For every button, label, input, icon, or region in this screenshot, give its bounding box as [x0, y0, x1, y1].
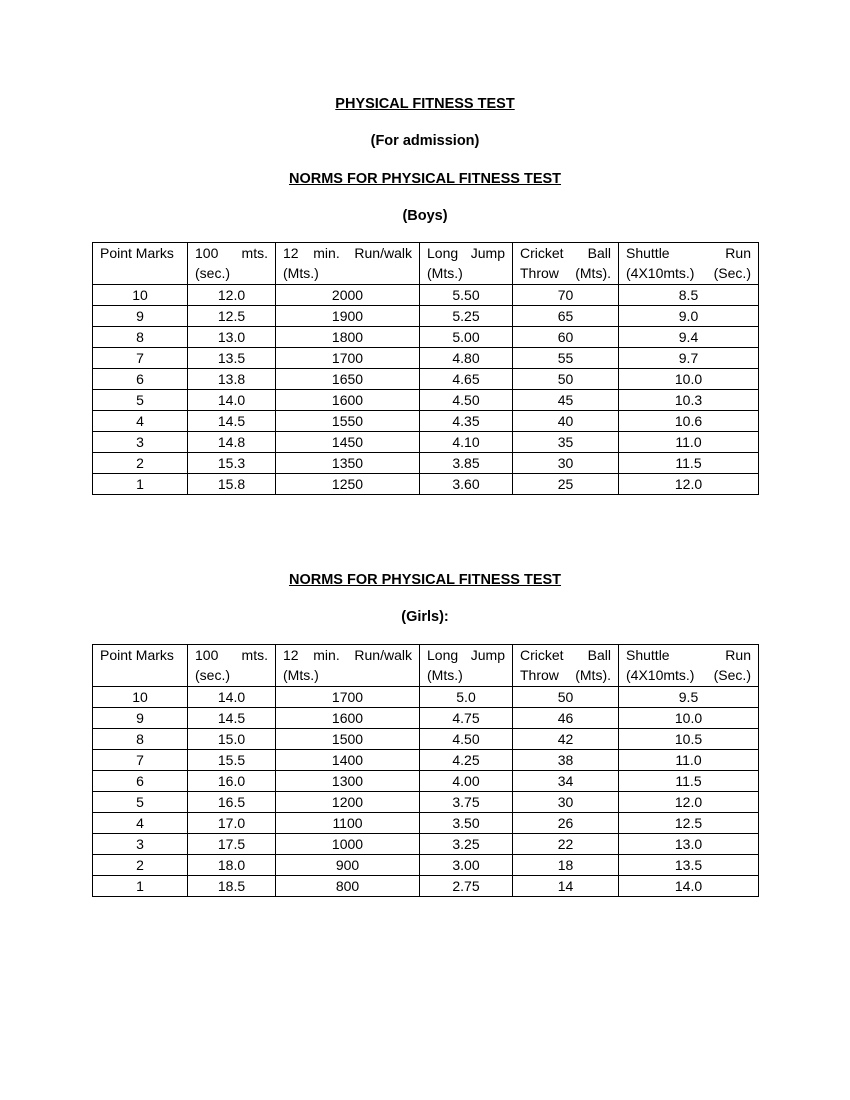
table-cell: 15.5 — [188, 750, 276, 771]
table-cell: 18 — [513, 855, 619, 876]
table-cell: 17.5 — [188, 834, 276, 855]
table-row — [93, 771, 759, 792]
table-cell: 16.0 — [188, 771, 276, 792]
girls-norms-table — [92, 644, 759, 897]
table-cell: 13.5 — [619, 855, 759, 876]
table-cell: 25 — [513, 474, 619, 495]
girls-section-heading: NORMS FOR PHYSICAL FITNESS TEST — [288, 572, 562, 588]
table-cell: 1600 — [276, 708, 420, 729]
page-subtitle: (For admission) — [370, 133, 480, 149]
col-header-12min-run: 12 min. Run/walk (Mts.) — [276, 645, 420, 687]
table-cell: 2 — [93, 855, 188, 876]
table-cell: 1900 — [276, 306, 420, 327]
table-cell: 4.65 — [420, 369, 513, 390]
table-cell: 8.5 — [619, 285, 759, 306]
table-cell: 13.5 — [188, 348, 276, 369]
table-cell: 3 — [93, 834, 188, 855]
table-cell: 1600 — [276, 390, 420, 411]
table-cell: 5.0 — [420, 687, 513, 708]
table-cell: 13.8 — [188, 369, 276, 390]
table-cell: 17.0 — [188, 813, 276, 834]
table-cell: 6 — [93, 369, 188, 390]
table-cell: 4.10 — [420, 432, 513, 453]
table-cell: 46 — [513, 708, 619, 729]
table-cell: 13.0 — [619, 834, 759, 855]
table-cell: 1450 — [276, 432, 420, 453]
table-row — [93, 453, 759, 474]
table-cell: 7 — [93, 348, 188, 369]
boys-table-body — [93, 285, 759, 495]
table-cell: 4.25 — [420, 750, 513, 771]
table-cell: 1200 — [276, 792, 420, 813]
table-cell: 30 — [513, 792, 619, 813]
table-cell: 35 — [513, 432, 619, 453]
table-cell: 70 — [513, 285, 619, 306]
table-cell: 10.5 — [619, 729, 759, 750]
table-cell: 1650 — [276, 369, 420, 390]
table-cell: 3.75 — [420, 792, 513, 813]
table-row — [93, 729, 759, 750]
table-cell: 4 — [93, 813, 188, 834]
table-row — [93, 708, 759, 729]
table-cell: 15.0 — [188, 729, 276, 750]
table-cell: 2 — [93, 453, 188, 474]
table-row — [93, 369, 759, 390]
table-row — [93, 792, 759, 813]
col-header-100m: 100 mts. (sec.) — [188, 243, 276, 285]
table-cell: 10.6 — [619, 411, 759, 432]
girls-table-body — [93, 687, 759, 897]
table-cell: 1500 — [276, 729, 420, 750]
table-row — [93, 834, 759, 855]
table-cell: 40 — [513, 411, 619, 432]
table-cell: 4.35 — [420, 411, 513, 432]
table-cell: 9 — [93, 708, 188, 729]
table-cell: 10.0 — [619, 369, 759, 390]
table-cell: 26 — [513, 813, 619, 834]
col-header-100m: 100 mts. (sec.) — [188, 645, 276, 687]
table-cell: 12.0 — [619, 792, 759, 813]
table-cell: 1100 — [276, 813, 420, 834]
table-cell: 4.50 — [420, 390, 513, 411]
table-cell: 1700 — [276, 348, 420, 369]
table-cell: 14.0 — [188, 390, 276, 411]
table-cell: 9.7 — [619, 348, 759, 369]
table-row — [93, 327, 759, 348]
table-cell: 22 — [513, 834, 619, 855]
table-cell: 3.00 — [420, 855, 513, 876]
table-cell: 9 — [93, 306, 188, 327]
table-cell: 900 — [276, 855, 420, 876]
table-row — [93, 390, 759, 411]
table-row — [93, 411, 759, 432]
col-header-12min-run: 12 min. Run/walk (Mts.) — [276, 243, 420, 285]
table-cell: 6 — [93, 771, 188, 792]
table-cell: 16.5 — [188, 792, 276, 813]
table-cell: 50 — [513, 687, 619, 708]
table-cell: 12.0 — [619, 474, 759, 495]
table-cell: 9.5 — [619, 687, 759, 708]
table-cell: 10.3 — [619, 390, 759, 411]
table-cell: 14.0 — [619, 876, 759, 897]
col-header-point-marks: Point Marks — [93, 645, 188, 687]
table-row — [93, 750, 759, 771]
table-cell: 5.00 — [420, 327, 513, 348]
table-cell: 3.60 — [420, 474, 513, 495]
table-cell: 7 — [93, 750, 188, 771]
table-cell: 14.5 — [188, 411, 276, 432]
table-cell: 14.5 — [188, 708, 276, 729]
col-header-point-marks: Point Marks — [93, 243, 188, 285]
table-cell: 10 — [93, 285, 188, 306]
table-row — [93, 813, 759, 834]
page-title: PHYSICAL FITNESS TEST — [335, 96, 515, 112]
table-cell: 65 — [513, 306, 619, 327]
table-cell: 5 — [93, 792, 188, 813]
table-cell: 4.75 — [420, 708, 513, 729]
table-cell: 1800 — [276, 327, 420, 348]
table-cell: 800 — [276, 876, 420, 897]
table-cell: 3.85 — [420, 453, 513, 474]
table-cell: 12.5 — [188, 306, 276, 327]
table-cell: 5.25 — [420, 306, 513, 327]
table-cell: 1300 — [276, 771, 420, 792]
table-cell: 14 — [513, 876, 619, 897]
table-cell: 10.0 — [619, 708, 759, 729]
table-cell: 12.0 — [188, 285, 276, 306]
table-row — [93, 474, 759, 495]
table-cell: 18.0 — [188, 855, 276, 876]
table-cell: 34 — [513, 771, 619, 792]
table-cell: 50 — [513, 369, 619, 390]
table-cell: 12.5 — [619, 813, 759, 834]
table-cell: 1 — [93, 474, 188, 495]
col-header-long-jump: Long Jump (Mts.) — [420, 645, 513, 687]
table-cell: 38 — [513, 750, 619, 771]
table-cell: 4.80 — [420, 348, 513, 369]
table-cell: 1550 — [276, 411, 420, 432]
table-cell: 8 — [93, 327, 188, 348]
table-cell: 1 — [93, 876, 188, 897]
table-cell: 11.0 — [619, 432, 759, 453]
table-cell: 4.00 — [420, 771, 513, 792]
table-cell: 4.50 — [420, 729, 513, 750]
col-header-shuttle-run: Shuttle Run (4X10mts.) (Sec.) — [619, 243, 759, 285]
table-cell: 3 — [93, 432, 188, 453]
table-cell: 1250 — [276, 474, 420, 495]
table-row — [93, 876, 759, 897]
table-cell: 45 — [513, 390, 619, 411]
girls-group-label: (Girls): — [401, 609, 449, 625]
table-cell: 11.5 — [619, 771, 759, 792]
table-cell: 14.0 — [188, 687, 276, 708]
col-header-cricket-ball: Cricket Ball Throw (Mts). — [513, 645, 619, 687]
table-row — [93, 306, 759, 327]
table-cell: 3.25 — [420, 834, 513, 855]
table-cell: 1000 — [276, 834, 420, 855]
table-cell: 2000 — [276, 285, 420, 306]
table-cell: 1400 — [276, 750, 420, 771]
table-cell: 8 — [93, 729, 188, 750]
boys-section-heading: NORMS FOR PHYSICAL FITNESS TEST — [288, 171, 562, 187]
table-cell: 2.75 — [420, 876, 513, 897]
table-cell: 11.5 — [619, 453, 759, 474]
table-cell: 10 — [93, 687, 188, 708]
col-header-shuttle-run: Shuttle Run (4X10mts.) (Sec.) — [619, 645, 759, 687]
table-cell: 30 — [513, 453, 619, 474]
table-cell: 4 — [93, 411, 188, 432]
table-cell: 9.4 — [619, 327, 759, 348]
table-cell: 5 — [93, 390, 188, 411]
table-cell: 42 — [513, 729, 619, 750]
table-cell: 1350 — [276, 453, 420, 474]
table-row — [93, 432, 759, 453]
table-cell: 15.8 — [188, 474, 276, 495]
table-cell: 15.3 — [188, 453, 276, 474]
table-cell: 14.8 — [188, 432, 276, 453]
table-cell: 60 — [513, 327, 619, 348]
table-cell: 11.0 — [619, 750, 759, 771]
table-row — [93, 348, 759, 369]
table-cell: 55 — [513, 348, 619, 369]
boys-group-label: (Boys) — [402, 208, 448, 224]
table-row — [93, 855, 759, 876]
table-cell: 13.0 — [188, 327, 276, 348]
table-row — [93, 687, 759, 708]
table-cell: 5.50 — [420, 285, 513, 306]
col-header-cricket-ball: Cricket Ball Throw (Mts). — [513, 243, 619, 285]
table-cell: 9.0 — [619, 306, 759, 327]
table-header-row — [93, 645, 759, 687]
table-cell: 18.5 — [188, 876, 276, 897]
table-cell: 1700 — [276, 687, 420, 708]
table-header-row — [93, 243, 759, 285]
table-row — [93, 285, 759, 306]
table-cell: 3.50 — [420, 813, 513, 834]
col-header-long-jump: Long Jump (Mts.) — [420, 243, 513, 285]
boys-norms-table — [92, 242, 759, 495]
